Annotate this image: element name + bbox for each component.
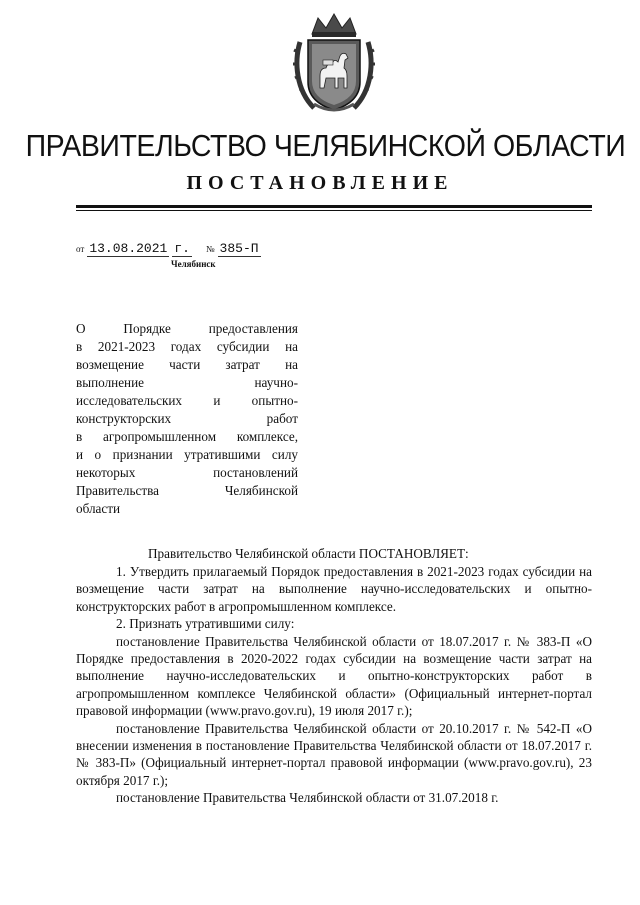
body-paragraph: постановление Правительства Челябинской области от 20.10.2017 г. № 542-П «О внесении изменения в постановление Правительства Челябинской области от 18.07.2017 г. № 383-П» (Официальный интернет-портал правовой информации (www.pravo.gov.ru), 23 октября 2017 г.);	[76, 720, 592, 788]
subject-line: конструкторских работ	[76, 411, 298, 426]
number-label: №	[205, 244, 215, 254]
document-number: 385-П	[219, 241, 259, 256]
body-paragraph: 1. Утвердить прилагаемый Порядок предоставления в 2021-2023 годах субсидии на возмещение части затрат на выполнение научно-исследовательских и опытно-конструкторских работ в агропромышленном комплексе.	[76, 564, 592, 614]
header-divider-thick	[76, 205, 592, 208]
body-paragraph: 2. Признать утратившими силу:	[116, 616, 295, 632]
subject-line: Правительства Челябинской	[76, 483, 298, 498]
subject-line: возмещение части затрат на	[76, 357, 298, 372]
subject-line: области	[76, 501, 121, 516]
subject-line: О Порядке предоставления	[76, 321, 298, 336]
coat-of-arms-emblem	[292, 12, 376, 116]
header-divider-thin	[76, 210, 592, 211]
resolution-intro: Правительство Челябинской области ПОСТАНОВЛЯЕТ:	[148, 546, 469, 561]
subject-line: в 2021-2023 годах субсидии на	[76, 339, 298, 354]
subject-line: исследовательских и опытно-	[76, 393, 298, 408]
subject-line: в агропромышленном комплексе,	[76, 429, 298, 444]
document-subject	[76, 320, 298, 518]
body-paragraph: постановление Правительства Челябинской области от 18.07.2017 г. № 383-П «О Порядке предоставления в 2020-2022 годах субсидии на возмещение части затрат на выполнение научно-исследовательских и опытно-конструкторских работ в агропромышленном комплексе Челябинской области» (Официальный интернет-портал правовой информации (www.pravo.gov.ru), 19 июля 2017 г.);	[76, 633, 592, 719]
government-title: ПРАВИТЕЛЬСТВО ЧЕЛЯБИНСКОЙ ОБЛАСТИ	[25, 128, 626, 163]
subject-line: некоторых постановлений	[76, 465, 298, 480]
document-date: 13.08.2021	[89, 241, 168, 256]
subject-line: выполнение научно-	[76, 375, 298, 390]
city-name: Челябинск	[171, 259, 216, 269]
year-suffix: г.	[174, 241, 190, 256]
document-type-heading: ПОСТАНОВЛЕНИЕ	[186, 172, 454, 194]
document-body	[76, 563, 592, 807]
from-label: от	[76, 244, 85, 254]
subject-line: и о признании утратившими силу	[76, 447, 298, 462]
body-paragraph: постановление Правительства Челябинской области от 31.07.2018 г.	[116, 790, 499, 806]
document-meta	[76, 241, 261, 256]
